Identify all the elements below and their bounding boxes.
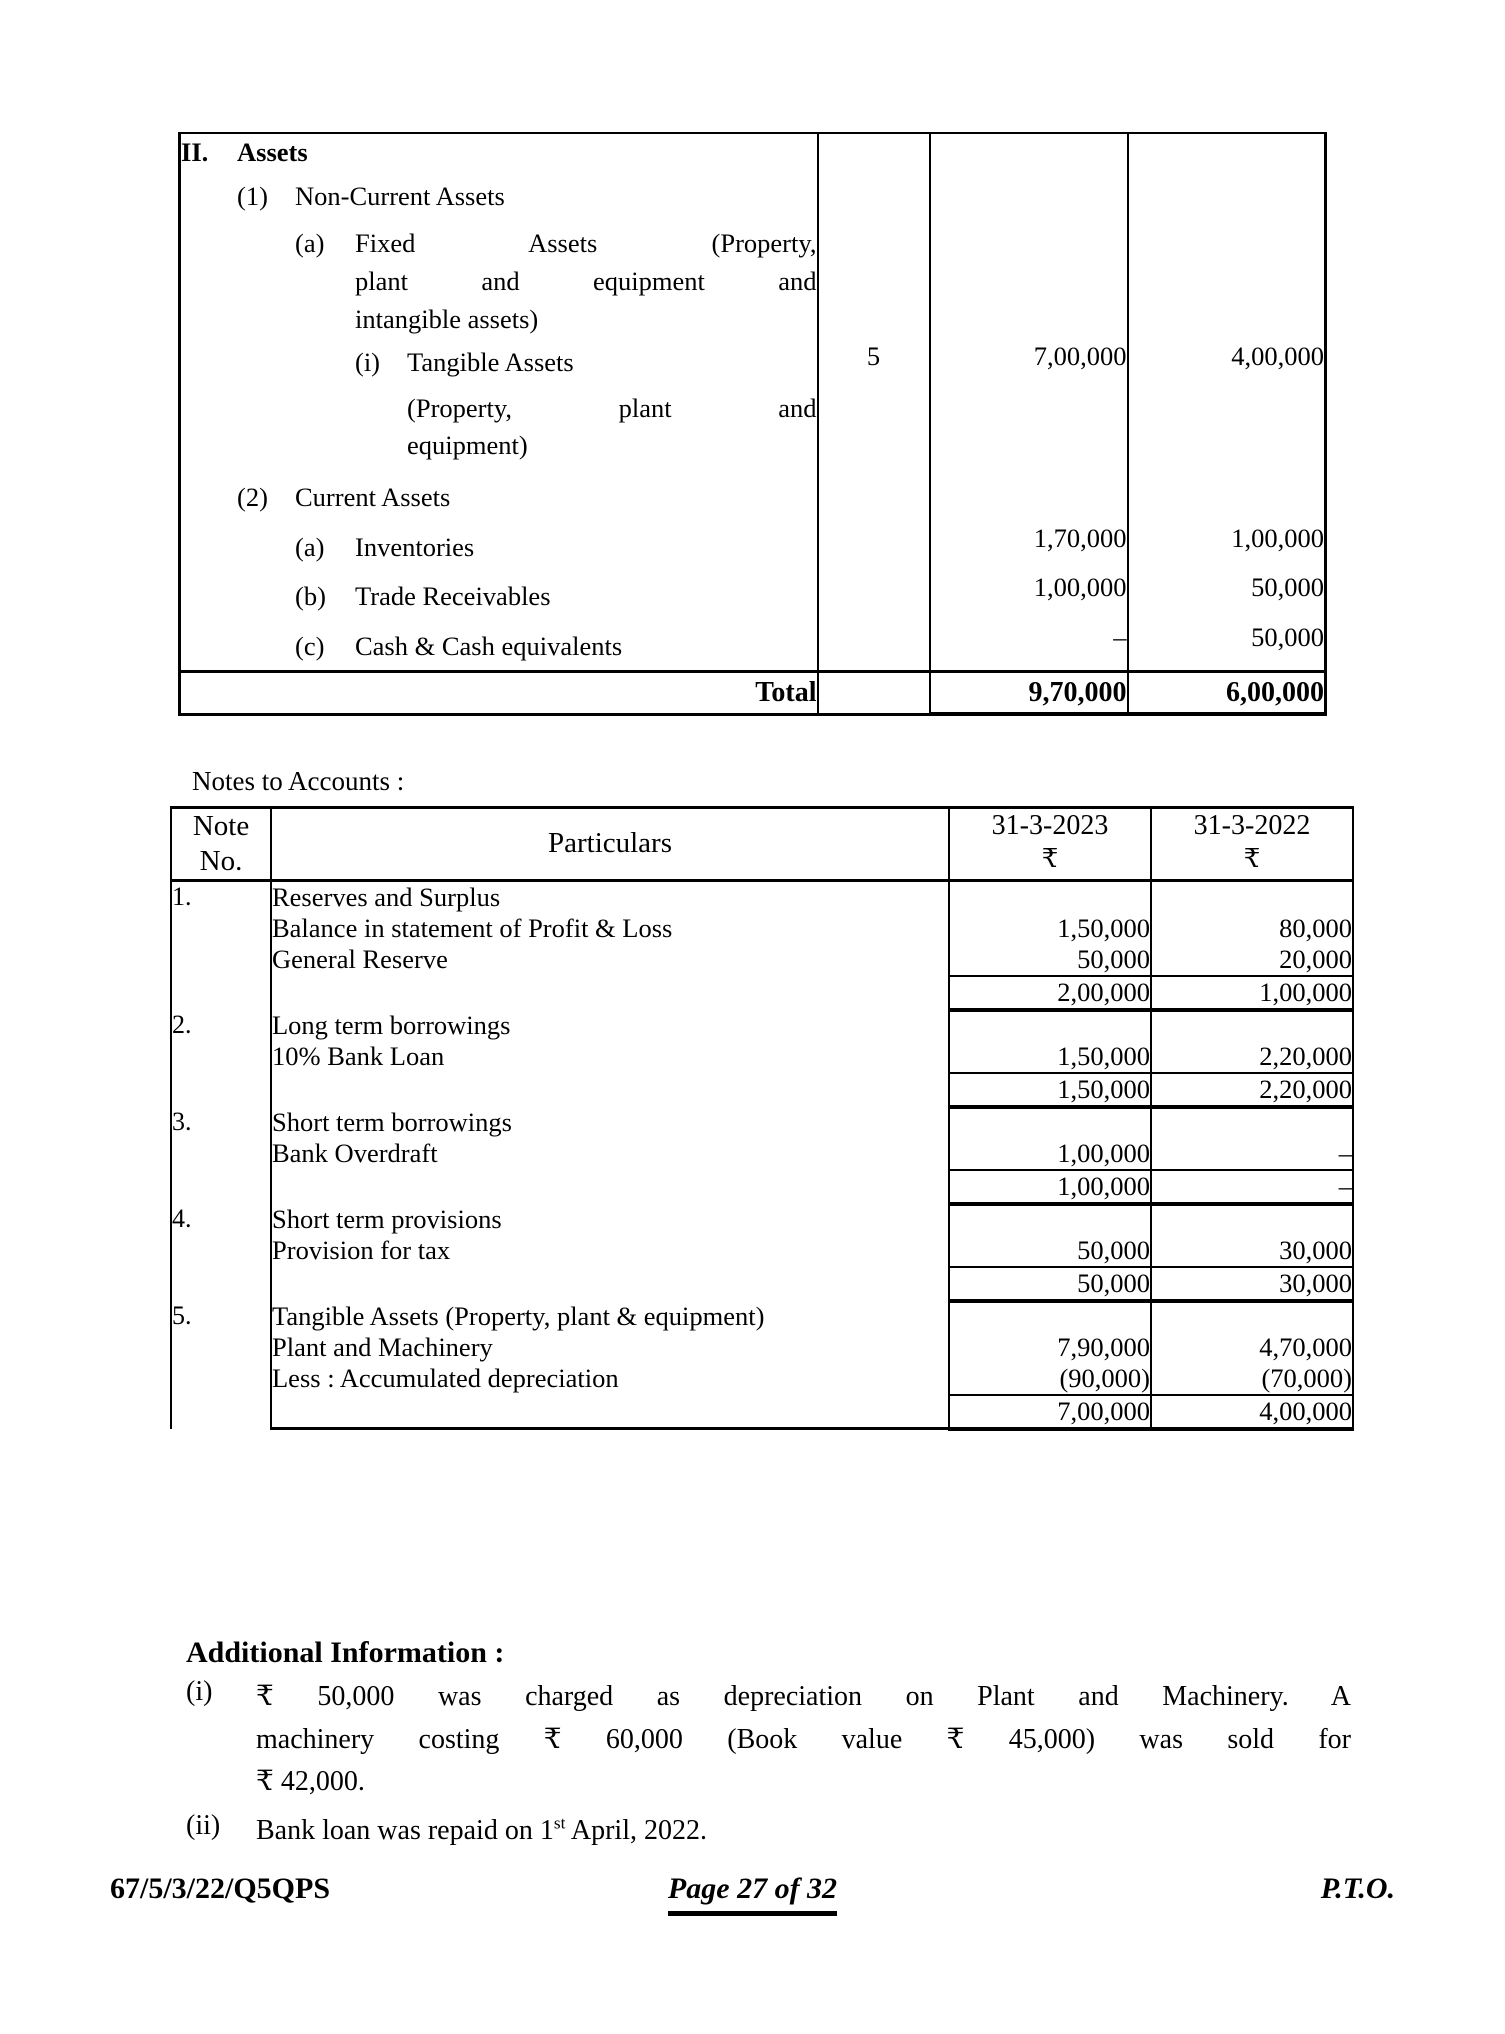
item-ii-marker: (ii) (186, 1809, 221, 1841)
note-subtotal-row (171, 1073, 1353, 1107)
note-3-title: Short term borrowings (271, 1107, 949, 1138)
note-1-line-1-val-2022: 80,000 (1151, 913, 1353, 944)
note-5-line-2-label: Less : Accumulated depreciation (271, 1363, 949, 1395)
note-4-subtotal-2023: 50,000 (949, 1267, 1151, 1301)
note-4-subtotal-label (271, 1267, 949, 1301)
note-subtotal-row (171, 1395, 1353, 1429)
note-row (171, 1107, 1353, 1138)
note-1-subtotal-label (271, 976, 949, 1010)
header-note-no-line2: No. (199, 844, 243, 877)
current-asset-a-letter: (a) (295, 531, 325, 562)
note-row (171, 1041, 1353, 1073)
rupee-icon: ₹ (1041, 843, 1059, 873)
note-1-subtotal-2023: 2,00,000 (949, 976, 1151, 1010)
subitem-a-line2: plant and equipment and (355, 265, 817, 296)
note-5-title-val-2022 (1151, 1301, 1353, 1332)
note-4-subtotal-2022: 30,000 (1151, 1267, 1353, 1301)
table-row (180, 133, 1326, 671)
note-1-line-2-val-2022: 20,000 (1151, 944, 1353, 976)
notes-to-accounts-heading: Notes to Accounts : (192, 766, 405, 796)
header-col-2023 (949, 808, 1151, 881)
item-ii-text-post: April, 2022. (565, 1814, 707, 1846)
note-5-line-1-val-2022: 4,70,000 (1151, 1332, 1353, 1363)
total-label: Total (180, 671, 818, 714)
current-asset-c-letter: (c) (295, 630, 325, 661)
note-3-title-val-2022 (1151, 1107, 1353, 1138)
note-row (171, 1235, 1353, 1267)
notes-to-accounts-table (170, 806, 1354, 1431)
current-asset-b-label: Trade Receivables (355, 581, 551, 612)
note-row (171, 880, 1353, 913)
total-row (180, 671, 1326, 714)
note-subtotal-row (171, 1267, 1353, 1301)
note-5-title: Tangible Assets (Property, plant & equipment) (271, 1301, 949, 1332)
item-ii-text-pre: Bank loan was repaid on 1 (256, 1814, 554, 1846)
note-no-tangible-assets: 5 (866, 341, 881, 371)
note-number-column (818, 133, 930, 671)
current-asset-c-row (181, 628, 817, 666)
note-3-subtotal-2022: – (1151, 1170, 1353, 1204)
note-2-title-val-2022 (1151, 1010, 1353, 1041)
group-2-label: Current Assets (295, 482, 451, 512)
header-col-2023-date: 31-3-2023 (991, 810, 1109, 841)
header-col-2022-date: 31-3-2022 (1193, 810, 1311, 841)
header-note-no (171, 808, 271, 881)
note-3-subtotal-2023: 1,00,000 (949, 1170, 1151, 1204)
footer-page-number-text: Page 27 of 32 (668, 1872, 837, 1916)
group-1-number: (1) (237, 180, 268, 211)
note-5-subtotal-2022: 4,00,000 (1151, 1395, 1353, 1429)
note-3-subtotal-label (271, 1170, 949, 1204)
subitem-a-label (355, 225, 817, 338)
page-footer (0, 1872, 1505, 1932)
subitem-i-row (181, 344, 817, 465)
note-5-number: 5. (171, 1301, 271, 1429)
footer-paper-code: 67/5/3/22/Q5QPS (110, 1872, 331, 1905)
particulars-cell (180, 133, 818, 671)
note-2-line-1-val-2023: 1,50,000 (949, 1041, 1151, 1073)
additional-information-item-i (186, 1676, 1351, 1804)
notes-header-row (171, 808, 1353, 881)
note-5-subtotal-label (271, 1395, 949, 1429)
amount-2023-trade-receivables: 1,00,000 (1033, 572, 1127, 603)
subitem-a-letter: (a) (295, 228, 325, 259)
group-2-row (181, 479, 817, 517)
note-row (171, 1010, 1353, 1041)
subitem-i-numeral: (i) (355, 347, 381, 378)
current-asset-c-label: Cash & Cash equivalents (355, 630, 623, 661)
amount-2022-inventories: 1,00,000 (1231, 522, 1324, 553)
total-note-blank (818, 671, 930, 714)
note-3-number: 3. (171, 1107, 271, 1204)
subitem-i-line1: Tangible Assets (407, 347, 574, 378)
amount-2022-cash: 50,000 (1251, 621, 1324, 652)
additional-information-item-ii (186, 1810, 1351, 1853)
note-3-line-1-val-2022: – (1151, 1138, 1353, 1170)
section-heading-row (181, 134, 817, 172)
subitem-a-line1: Fixed Assets (Property, (355, 228, 817, 259)
note-2-title: Long term borrowings (271, 1010, 949, 1041)
header-note-no-line1: Note (192, 810, 250, 842)
note-5-subtotal-2023: 7,00,000 (949, 1395, 1151, 1429)
amount-2023-inventories: 1,70,000 (1033, 522, 1127, 553)
subitem-a-line3: intangible assets) (355, 303, 539, 334)
note-5-title-val-2023 (949, 1301, 1151, 1332)
note-2-line-1-val-2022: 2,20,000 (1151, 1041, 1353, 1073)
note-row (171, 1363, 1353, 1395)
note-row (171, 1138, 1353, 1170)
note-2-title-val-2023 (949, 1010, 1151, 1041)
note-2-subtotal-label (271, 1073, 949, 1107)
note-1-line-1-val-2023: 1,50,000 (949, 913, 1151, 944)
additional-information-title: Additional Information : (186, 1636, 505, 1669)
amount-2022-trade-receivables: 50,000 (1251, 572, 1324, 603)
note-5-line-1-val-2023: 7,90,000 (949, 1332, 1151, 1363)
note-2-number: 2. (171, 1010, 271, 1107)
amount-2023-tangible-assets: 7,00,000 (1033, 341, 1127, 371)
amount-2023-cash: – (1113, 621, 1127, 652)
note-4-title-val-2023 (949, 1204, 1151, 1235)
note-2-subtotal-2023: 1,50,000 (949, 1073, 1151, 1107)
item-ii-body (256, 1810, 1351, 1853)
note-5-line-2-val-2023: (90,000) (949, 1363, 1151, 1395)
note-3-line-1-val-2023: 1,00,000 (949, 1138, 1151, 1170)
note-4-number: 4. (171, 1204, 271, 1301)
note-1-title: Reserves and Surplus (271, 880, 949, 913)
note-3-title-val-2023 (949, 1107, 1151, 1138)
note-4-line-1-val-2023: 50,000 (949, 1235, 1151, 1267)
item-i-line1: ₹ 50,000 was charged as depreciation on Plant and Machinery. A (256, 1681, 1351, 1712)
total-amount-2023: 9,70,000 (930, 671, 1128, 714)
note-subtotal-row (171, 976, 1353, 1010)
note-1-subtotal-2022: 1,00,000 (1151, 976, 1353, 1010)
note-5-line-1-label: Plant and Machinery (271, 1332, 949, 1363)
note-4-line-1-label: Provision for tax (271, 1235, 949, 1267)
group-1-row (181, 178, 817, 216)
item-i-marker: (i) (186, 1676, 213, 1707)
group-1-label: Non-Current Assets (295, 180, 505, 211)
current-asset-b-row (181, 578, 817, 616)
rupee-icon: ₹ (1243, 843, 1261, 873)
note-5-line-2-val-2022: (70,000) (1151, 1363, 1353, 1395)
current-asset-a-label: Inventories (355, 531, 475, 562)
note-row (171, 1204, 1353, 1235)
balance-sheet-assets-table (178, 132, 1327, 716)
header-col-2022 (1151, 808, 1353, 881)
note-1-line-1-label: Balance in statement of Profit & Loss (271, 913, 949, 944)
item-ii-ordinal-suffix: st (553, 1813, 566, 1833)
note-row (171, 1332, 1353, 1363)
note-4-title: Short term provisions (271, 1204, 949, 1235)
note-2-subtotal-2022: 2,20,000 (1151, 1073, 1353, 1107)
footer-page-number (0, 1872, 1505, 1906)
subitem-i-label (407, 344, 817, 465)
note-subtotal-row (171, 1170, 1353, 1204)
current-asset-a-row (181, 529, 817, 567)
group-2-number: (2) (237, 482, 268, 512)
current-asset-b-letter: (b) (295, 581, 326, 612)
item-i-line3: ₹ 42,000. (256, 1766, 365, 1798)
note-3-line-1-label: Bank Overdraft (271, 1138, 949, 1170)
amount-2022-tangible-assets: 4,00,000 (1231, 341, 1324, 371)
note-1-line-2-label: General Reserve (271, 944, 949, 976)
note-2-line-1-label: 10% Bank Loan (271, 1041, 949, 1073)
subitem-a-row (181, 225, 817, 338)
subitem-i-line2: (Property, plant and (407, 392, 817, 423)
note-row (171, 944, 1353, 976)
section-numeral: II. (181, 137, 209, 167)
note-1-title-val-2022 (1151, 880, 1353, 913)
note-4-line-1-val-2022: 30,000 (1151, 1235, 1353, 1267)
note-4-title-val-2022 (1151, 1204, 1353, 1235)
note-row (171, 913, 1353, 944)
header-particulars: Particulars (271, 808, 949, 881)
note-1-title-val-2023 (949, 880, 1151, 913)
additional-information-section (186, 1636, 1351, 1854)
section-title: Assets (237, 137, 308, 167)
footer-pto: P.T.O. (1320, 1872, 1395, 1905)
note-1-number: 1. (171, 880, 271, 1010)
item-i-line2: machinery costing ₹ 60,000 (Book value ₹ 45,000) was sold for (256, 1723, 1351, 1755)
note-row (171, 1301, 1353, 1332)
item-i-body (256, 1676, 1351, 1804)
note-1-line-2-val-2023: 50,000 (949, 944, 1151, 976)
total-amount-2022: 6,00,000 (1128, 671, 1326, 714)
subitem-i-line3: equipment) (407, 430, 528, 461)
amount-2022-column (1128, 133, 1326, 671)
amount-2023-column (930, 133, 1128, 671)
